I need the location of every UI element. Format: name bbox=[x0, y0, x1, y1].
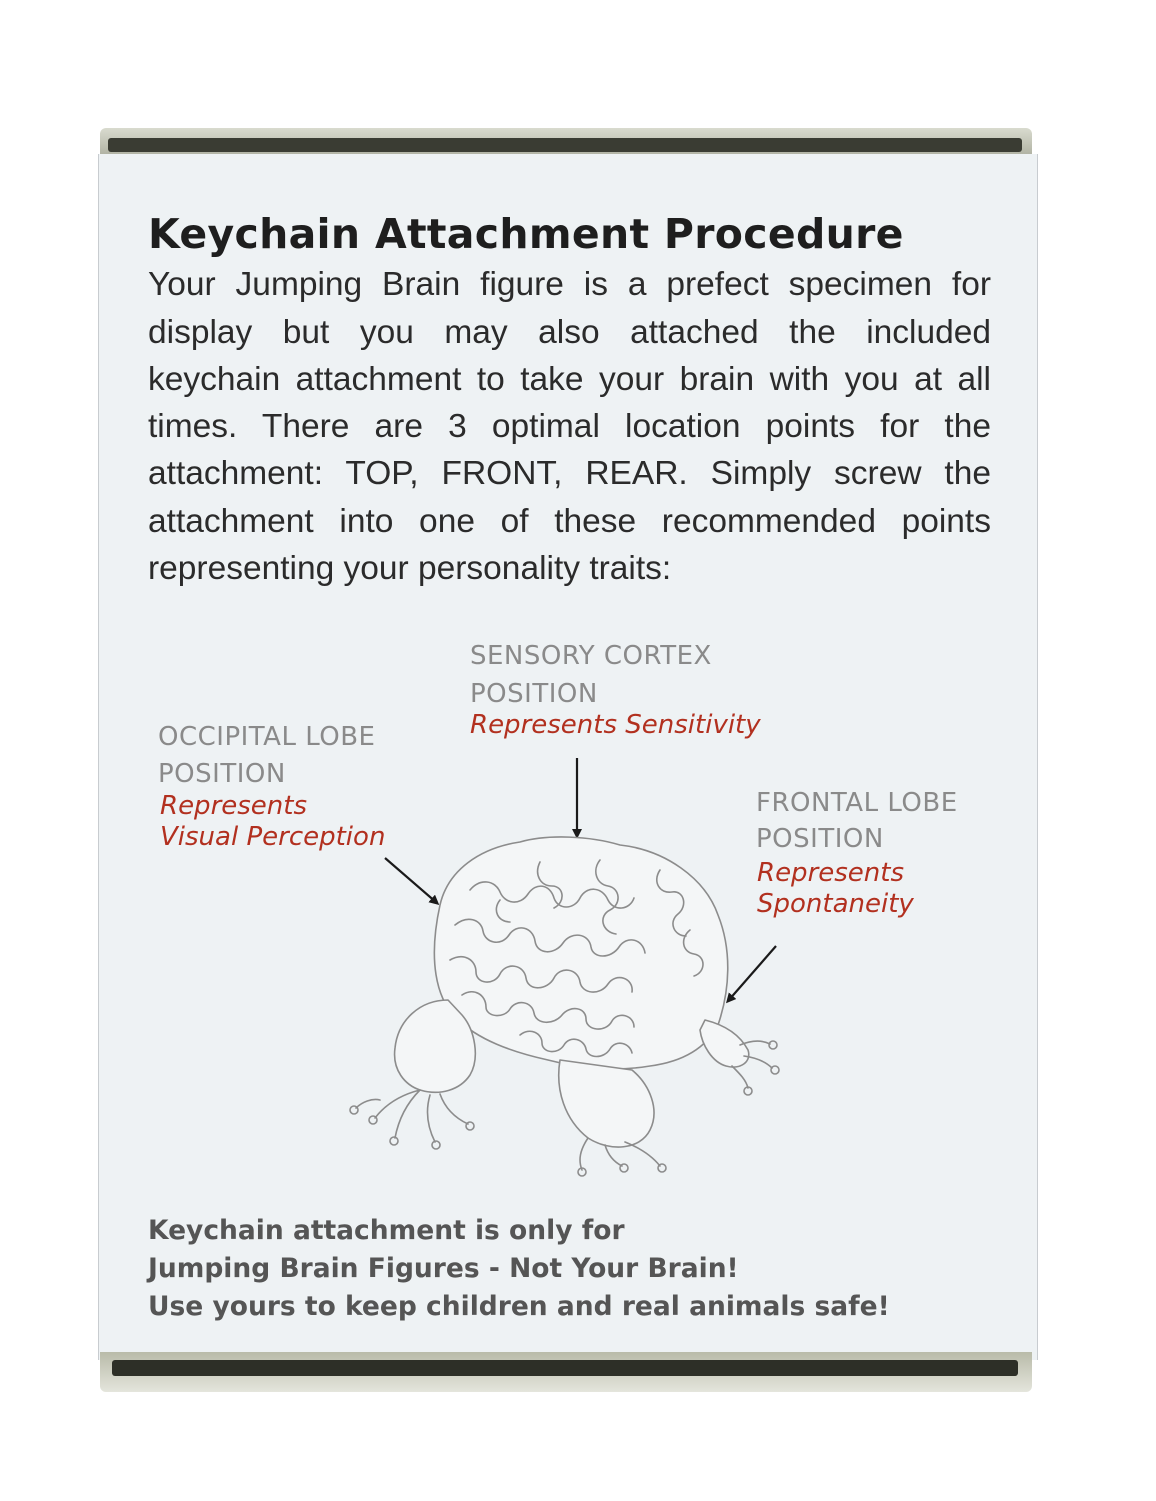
brain-drawing bbox=[350, 837, 779, 1176]
occipital-arrow bbox=[385, 858, 437, 903]
body-line-7: representing your personality traits: bbox=[148, 550, 672, 587]
frontal-meaning-1: Represents bbox=[757, 858, 905, 888]
frontal-lobe-label: FRONTAL LOBE bbox=[756, 788, 958, 818]
footer-line-1: Keychain attachment is only for bbox=[148, 1215, 625, 1246]
frontal-meaning-2: Spontaneity bbox=[757, 889, 914, 919]
sensory-meaning: Represents Sensitivity bbox=[470, 710, 761, 740]
body-line-4: times. There are 3 optimal location points for the bbox=[148, 408, 991, 445]
footer-line-2: Jumping Brain Figures - Not Your Brain! bbox=[148, 1253, 739, 1284]
body-line-3: keychain attachment to take your brain with you at all bbox=[148, 361, 991, 398]
footer-line-3: Use yours to keep children and real animals safe! bbox=[148, 1291, 890, 1322]
page-title: Keychain Attachment Procedure bbox=[148, 210, 904, 258]
frontal-arrow bbox=[728, 946, 776, 1001]
sensory-position-label: POSITION bbox=[470, 679, 598, 709]
occipital-lobe-label: OCCIPITAL LOBE bbox=[158, 722, 376, 752]
occipital-meaning-2: Visual Perception bbox=[160, 822, 386, 852]
frontal-position-label: POSITION bbox=[756, 824, 884, 854]
occipital-meaning-1: Represents bbox=[160, 791, 308, 821]
sensory-cortex-label: SENSORY CORTEX bbox=[470, 641, 712, 671]
body-line-1: Your Jumping Brain figure is a prefect specimen for bbox=[148, 266, 991, 303]
occipital-position-label: POSITION bbox=[158, 759, 286, 789]
body-line-5: attachment: TOP, FRONT, REAR. Simply screw the bbox=[148, 455, 991, 492]
body-line-2: display but you may also attached the included bbox=[148, 314, 991, 351]
body-line-6: attachment into one of these recommended points bbox=[148, 503, 991, 540]
